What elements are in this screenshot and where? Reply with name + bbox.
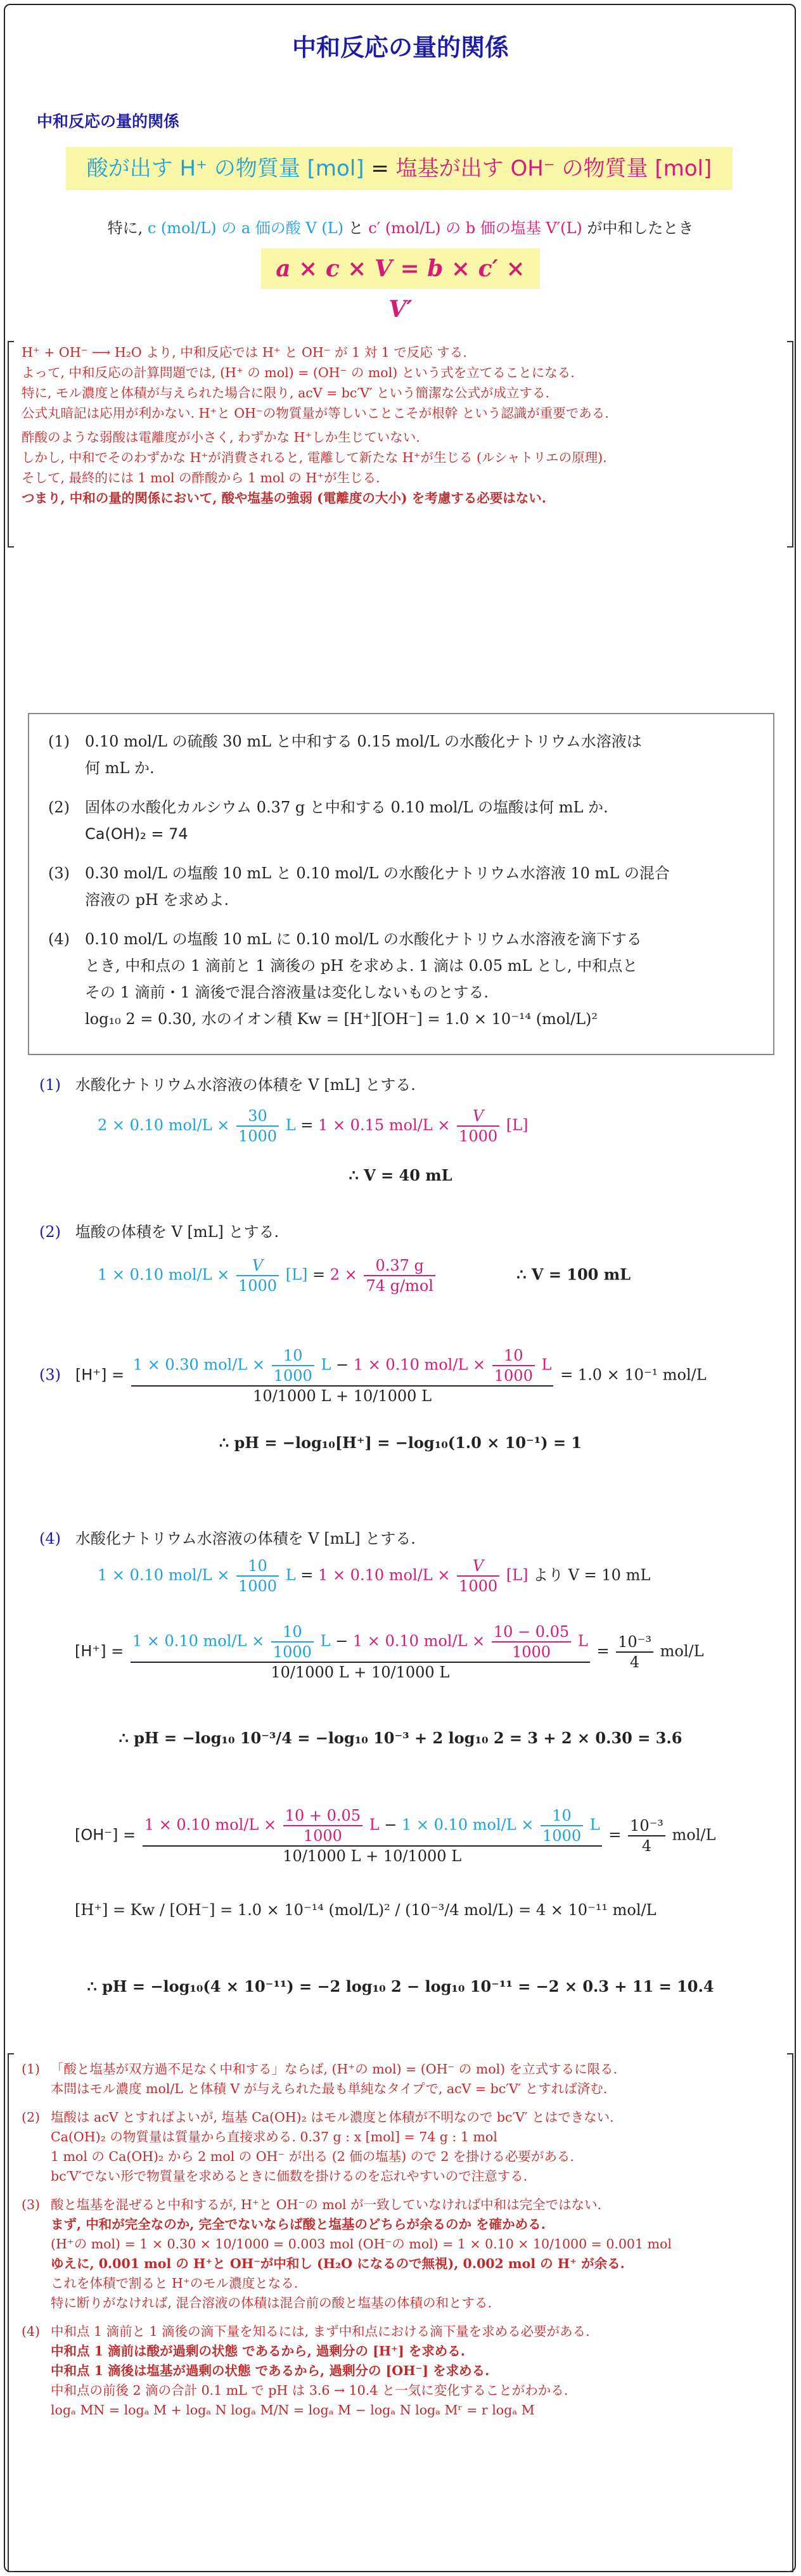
question-line: 固体の水酸化カルシウム 0.37 g と中和する 0.10 mol/L の塩酸は何 mL か.	[85, 798, 608, 816]
fraction	[131, 1346, 554, 1406]
question-number: (1)	[48, 733, 70, 750]
note-1: H⁺ + OH⁻ ⟶ H₂O より, 中和反応では H⁺ と OH⁻ が 1 対 1 で反応 する.	[22, 345, 467, 360]
kw-equation: [H⁺] = Kw / [OH⁻] = 1.0 × 10⁻¹⁴ (mol/L)² / (10⁻³/4 mol/L) = 4 × 10⁻¹¹ mol/L	[75, 1901, 657, 1919]
footnote-line: (H⁺の mol) = 1 × 0.30 × 10/1000 = 0.003 mol (OH⁻の mol) = 1 × 0.10 × 10/1000 = 0.001 mol	[51, 2236, 672, 2252]
footnote-line: 中和点の前後 2 滴の合計 0.1 mL で pH は 3.6 → 10.4 と一気に変化することがわかる.	[51, 2383, 568, 2398]
footnote-line: 中和点 1 滴前は酸が過剰の状態 であるから, 過剰分の [H⁺] を求める.	[51, 2343, 465, 2359]
question-line: Ca(OH)₂ = 74	[85, 825, 188, 843]
fraction-denominator: 1000	[457, 1125, 499, 1146]
fraction	[492, 1346, 535, 1385]
term-base: 1 × 0.10 mol/L ×	[144, 1816, 277, 1834]
fraction-numerator: 10	[552, 1807, 572, 1824]
fraction	[492, 1622, 571, 1662]
solution-number: (3)	[39, 1366, 61, 1384]
fraction-numerator: 10	[248, 1557, 267, 1575]
footnote-number: (3)	[22, 2197, 41, 2212]
term-base: 1 × 0.10 mol/L ×	[353, 1355, 486, 1374]
footnote-line: bc′V′でない形で物質量を求めるときに価数を掛けるのを忘れやすいので注意する.	[51, 2169, 528, 2184]
footnote-line: Ca(OH)₂ の物質量は質量から直接求める. 0.37 g : x [mol] = 74 g : 1 mol	[51, 2129, 497, 2144]
footnote-2	[22, 2108, 782, 2186]
question-line: 0.10 mol/L の塩酸 10 mL に 0.10 mol/L の水酸化ナトリウム水溶液を滴下する	[85, 930, 642, 948]
fraction-numerator: 10	[283, 1347, 303, 1364]
note-5: 酢酸のような弱酸は電離度が小さく, わずかな H⁺しか生じていない.	[22, 430, 420, 445]
intro-pre: 特に,	[107, 219, 143, 237]
solution-2-equation	[98, 1256, 631, 1295]
solution-4-equation-1	[98, 1556, 650, 1596]
footnote-line: 特に断りがなければ, 混合溶液の体積は混合前の酸と塩基の体積の和とする.	[51, 2295, 492, 2310]
solution-3-ph	[0, 1433, 801, 1452]
footnote-4	[22, 2322, 782, 2420]
footnote-line: 本問はモル濃度 mol/L と体積 V が与えられた最も単純なタイプで, acV = bc′V′ とすれば済む.	[51, 2081, 608, 2096]
fraction	[457, 1556, 499, 1596]
fraction	[143, 1806, 602, 1866]
fraction-numerator	[131, 1346, 554, 1385]
ph-result: ∴ pH = −log₁₀ 10⁻³/4 = −log₁₀ 10⁻³ + 2 log₁₀ 2 = 3 + 2 × 0.30 = 3.6	[119, 1729, 682, 1747]
footnote-line: 1 mol の Ca(OH)₂ から 2 mol の OH⁻ が出る (2 価の塩基) ので 2 を掛ける必要がある.	[51, 2149, 574, 2164]
fraction-denominator: 4	[628, 1835, 665, 1855]
note-7: そして, 最終的には 1 mol の酢酸から 1 mol の H⁺が生じる.	[22, 470, 380, 485]
eq-unit: L	[321, 1355, 331, 1374]
eq-unit: [L]	[285, 1266, 308, 1284]
fraction-denominator: 1000	[492, 1365, 535, 1385]
fraction	[541, 1806, 583, 1845]
fraction-denominator: 1000	[541, 1825, 583, 1845]
question-line: 0.30 mol/L の塩酸 10 mL と 0.10 mol/L の水酸化ナトリウム水溶液 10 mL の混合	[85, 864, 670, 882]
fraction	[236, 1256, 279, 1295]
eq-unit: mol/L	[660, 1642, 704, 1660]
note-6: しかし, 中和でそのわずかな H⁺が消費されると, 電離して新たな H⁺が生じる (ルシャトリエの原理).	[22, 450, 607, 465]
fraction-denominator: 1000	[283, 1825, 362, 1845]
fraction	[364, 1256, 435, 1295]
fraction-numerator: 10⁻³	[618, 1633, 651, 1651]
note-4: 公式丸暗記は応用が利かない. H⁺と OH⁻の物質量が等しいことこそが根幹 という認識が重要である.	[22, 406, 609, 421]
eq-result: = 1.0 × 10⁻¹ mol/L	[560, 1366, 707, 1384]
eq-unit: L	[285, 1116, 296, 1134]
fraction	[272, 1346, 314, 1385]
eq-sign: =	[300, 1116, 314, 1134]
eq-label: [H⁺] =	[75, 1642, 124, 1660]
solution-intro: 水酸化ナトリウム水溶液の体積を V [mL] とする.	[75, 1076, 416, 1094]
fraction-denominator: 1000	[236, 1125, 279, 1146]
solution-number: (4)	[39, 1530, 61, 1548]
question-1	[48, 728, 758, 781]
notes-block	[10, 342, 793, 508]
eq-tail: より V = 10 mL	[533, 1566, 651, 1584]
fraction-numerator: 10	[504, 1347, 523, 1364]
fraction-denominator: 1000	[272, 1365, 314, 1385]
eq-unit: L	[541, 1355, 552, 1374]
footnote-line: 「酸と塩基が双方過不足なく中和する」ならば, (H⁺の mol) = (OH⁻ の mol) を立式するに限る.	[51, 2061, 618, 2077]
fraction-denominator: 10/1000 L + 10/1000 L	[131, 1662, 590, 1682]
solution-1-answer	[0, 1166, 801, 1184]
fraction-numerator: 10	[283, 1623, 302, 1641]
solution-4-h-equation: [H⁺] = 1 × 0.10 mol/L × $\frac{10}{1000}$ L − 1 × 0.10 mol/L × $\frac{10 - 0.05}{1000}$ L 10/1000 L + 10/1000 L = $\frac{\text{10⁻³}}{4}$ mol/L	[75, 1623, 704, 1681]
eq-lhs: 1 × 0.10 mol/L ×	[98, 1266, 230, 1284]
question-number: (2)	[48, 798, 70, 816]
fraction	[628, 1816, 665, 1855]
fraction-numerator: V	[252, 1257, 264, 1274]
note-3: 特に, モル濃度と体積が与えられた場合に限り, acV = bc′V′ という簡潔な公式が成立する.	[22, 385, 550, 400]
term-acid: 1 × 0.10 mol/L ×	[402, 1816, 534, 1834]
question-line: 0.10 mol/L の硫酸 30 mL と中和する 0.15 mol/L の水酸化ナトリウム水溶液は	[85, 733, 642, 750]
answer-text: ∴ V = 40 mL	[349, 1166, 452, 1184]
eq-lhs: 1 × 0.10 mol/L ×	[98, 1566, 230, 1584]
solution-intro: 水酸化ナトリウム水溶液の体積を V [mL] とする.	[75, 1530, 416, 1548]
question-4	[48, 926, 758, 1032]
fraction-numerator: 1 × 0.10 mol/L × $\frac{10 + 0.05}{1000}$ L − 1 × 0.10 mol/L × $\frac{10}{1000}$ L	[144, 1807, 600, 1845]
footnote-3	[22, 2195, 782, 2313]
term-base: 1 × 0.10 mol/L ×	[352, 1632, 485, 1650]
fraction-numerator: 10 − 0.05	[493, 1623, 570, 1641]
fraction-denominator: 1000	[492, 1641, 571, 1662]
question-2	[48, 794, 758, 847]
intro-acid: c (mol/L) の a 価の酸 V (L)	[147, 219, 344, 237]
fraction-denominator: 10/1000 L + 10/1000 L	[143, 1845, 602, 1866]
eq-unit: mol/L	[672, 1826, 716, 1844]
question-line: 何 mL か.	[85, 759, 155, 777]
solution-4	[39, 1526, 416, 1548]
intro-post: が中和したとき	[587, 219, 694, 237]
fraction-numerator: 30	[248, 1107, 267, 1125]
eq-lhs: 2 × 0.10 mol/L ×	[98, 1116, 230, 1134]
question-line: その 1 滴前・1 滴後で混合溶液量は変化しないものとする.	[85, 984, 489, 1001]
fraction-denominator: 1000	[271, 1641, 314, 1662]
footnotes	[22, 2060, 782, 2420]
fraction	[271, 1622, 314, 1662]
term-acid: 1 × 0.10 mol/L ×	[132, 1632, 265, 1650]
fraction	[236, 1106, 279, 1146]
intro-and: と	[348, 219, 364, 237]
solution-number: (2)	[39, 1223, 61, 1241]
solution-2	[39, 1219, 279, 1241]
footnote-number: (2)	[22, 2110, 41, 2125]
eq-rhs: 2 ×	[330, 1266, 357, 1284]
solution-1	[39, 1072, 416, 1094]
fraction-denominator: 10/1000 L + 10/1000 L	[131, 1385, 554, 1406]
footnote-line: 塩酸は acV とすればよいが, 塩基 Ca(OH)₂ はモル濃度と体積が不明なので bc′V′ とはできない.	[51, 2110, 614, 2125]
eq-sign: =	[300, 1566, 314, 1584]
solution-4-ph-after	[0, 1977, 801, 1996]
question-number: (4)	[48, 930, 70, 948]
intro-line	[0, 215, 801, 238]
solution-4-oh-equation: [OH⁻] = 1 × 0.10 mol/L × $\frac{10 + 0.05}{1000}$ L − 1 × 0.10 mol/L × $\frac{10}{1000}$ L 10/1000 L + 10/1000 L = $\frac{\text{10⁻³}}{4}$ mol/L	[75, 1807, 716, 1865]
eq-unit: [L]	[506, 1116, 529, 1134]
footnote-line: これを体積で割ると H⁺のモル濃度となる.	[51, 2276, 298, 2291]
section-subtitle: 中和反応の量的関係	[37, 112, 180, 131]
eq-unit: L	[285, 1566, 296, 1584]
solution-number: (1)	[39, 1076, 61, 1094]
intro-base: c′ (mol/L) の b 価の塩基 V′(L)	[368, 219, 582, 237]
fraction	[616, 1632, 653, 1672]
eq-label: [H⁺] =	[75, 1366, 125, 1384]
fraction	[457, 1106, 499, 1146]
solution-4-kw-line	[75, 1901, 657, 1919]
solution-3-equation	[39, 1346, 707, 1406]
main-formula	[261, 248, 540, 323]
fraction-numerator: 10⁻³	[630, 1817, 663, 1835]
ph-result: ∴ pH = −log₁₀(4 × 10⁻¹¹) = −2 log₁₀ 2 − log₁₀ 10⁻¹¹ = −2 × 0.3 + 11 = 10.4	[87, 1977, 714, 1996]
fraction-numerator: V	[472, 1557, 484, 1575]
fraction	[236, 1556, 279, 1596]
solution-1-equation	[98, 1106, 528, 1146]
note-8: つまり, 中和の量的関係において, 酸や塩基の強弱 (電離度の大小) を考慮する必要はない.	[22, 490, 546, 506]
footnote-number: (1)	[22, 2061, 41, 2077]
question-3	[48, 860, 758, 913]
footnote-line: ゆえに, 0.001 mol の H⁺と OH⁻が中和し (H₂O になるので無視), 0.002 mol の H⁺ が余る.	[51, 2256, 625, 2271]
question-line: log₁₀ 2 = 0.30, 水のイオン積 Kw = [H⁺][OH⁻] = 1.0 × 10⁻¹⁴ (mol/L)²	[85, 1010, 598, 1028]
footnote-line: 酸と塩基を混ぜると中和するが, H⁺と OH⁻の mol が一致していなければ中和は完全ではない.	[51, 2197, 602, 2212]
banner-eq: =	[371, 156, 389, 181]
footnote-number: (4)	[22, 2324, 41, 2339]
principle-banner	[66, 147, 733, 190]
eq-label: [OH⁻] =	[75, 1826, 136, 1844]
answer-text: ∴ V = 100 mL	[516, 1265, 631, 1284]
footnotes-bracket-right	[787, 2053, 793, 2572]
footnote-line: 中和点 1 滴前と 1 滴後の滴下量を知るには, まず中和点における滴下量を求める必要がある.	[51, 2324, 590, 2339]
footnote-line: 中和点 1 滴後は塩基が過剰の状態 であるから, 過剰分の [OH⁻] を求める.	[51, 2363, 490, 2378]
fraction	[283, 1806, 362, 1845]
eq-rhs: 1 × 0.15 mol/L ×	[318, 1116, 451, 1134]
fraction-denominator: 74 g/mol	[364, 1275, 435, 1295]
question-line: 溶液の pH を求めよ.	[85, 891, 229, 909]
footnote-1	[22, 2060, 782, 2099]
minus-sign: −	[336, 1355, 349, 1374]
banner-acid: 酸が出す H⁺ の物質量 [mol]	[86, 156, 364, 181]
term-acid: 1 × 0.30 mol/L ×	[132, 1355, 266, 1374]
fraction-denominator: 1000	[236, 1575, 279, 1596]
fraction-numerator: 1 × 0.10 mol/L × $\frac{10}{1000}$ L − 1 × 0.10 mol/L × $\frac{10 - 0.05}{1000}$ L	[132, 1623, 588, 1661]
footnote-line: まず, 中和が完全なのか, 完全でないならば酸と塩基のどちらが余るのか を確かめる.	[51, 2217, 546, 2232]
fraction-numerator: 10 + 0.05	[285, 1807, 361, 1824]
question-line: とき, 中和点の 1 滴前と 1 滴後の pH を求めよ. 1 滴は 0.05 mL とし, 中和点と	[85, 957, 638, 975]
eq-sign: =	[312, 1266, 326, 1284]
fraction-numerator: 0.37 g	[375, 1257, 424, 1274]
question-number: (3)	[48, 864, 70, 882]
fraction-denominator: 1000	[457, 1575, 499, 1596]
page-title: 中和反応の量的関係	[292, 34, 509, 61]
fraction-numerator: V	[472, 1107, 484, 1125]
eq-rhs: 1 × 0.10 mol/L ×	[318, 1566, 451, 1584]
solution-4-ph-before	[0, 1729, 801, 1747]
ph-result: ∴ pH = −log₁₀[H⁺] = −log₁₀(1.0 × 10⁻¹) = 1	[219, 1433, 582, 1452]
footnotes-bracket-left	[8, 2053, 14, 2572]
footnote-line: logₐ MN = logₐ M + logₐ N logₐ M/N = logₐ M − logₐ N logₐ Mʳ = r logₐ M	[51, 2402, 535, 2418]
banner-base: 塩基が出す OH⁻ の物質量 [mol]	[395, 156, 712, 181]
question-box	[28, 713, 774, 1055]
fraction	[131, 1622, 590, 1682]
main-formula-text: a × c × V = b × c′ × V′	[276, 255, 525, 323]
note-2: よって, 中和反応の計算問題では, (H⁺ の mol) = (OH⁻ の mol) という式を立てることになる.	[22, 365, 575, 380]
eq-unit: [L]	[506, 1566, 529, 1584]
fraction-denominator: 1000	[236, 1275, 279, 1295]
fraction-denominator: 4	[616, 1651, 653, 1672]
solution-intro: 塩酸の体積を V [mL] とする.	[75, 1223, 279, 1241]
